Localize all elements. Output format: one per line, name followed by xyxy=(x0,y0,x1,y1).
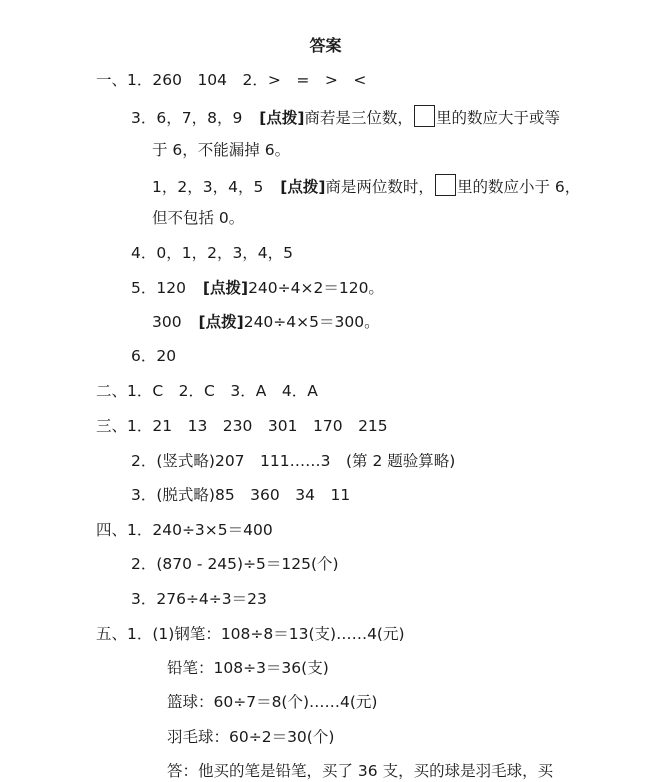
hint-label: [点拨] xyxy=(280,178,326,196)
section-5-q1-pencil: 铅笔：108÷3＝36(支) xyxy=(167,659,329,677)
section-1-q5-answer-2 xyxy=(152,311,380,333)
section-1-q1-q2: 一、1．260 104 2．> = > < xyxy=(96,71,367,89)
section-2: 二、1．C 2．C 3．A 4．A xyxy=(96,382,318,400)
section-5-q1-basketball: 篮球：60÷7＝8(个)……4(元) xyxy=(167,693,378,711)
section-4-q2: 2．(870 - 245)÷5＝125(个) xyxy=(131,555,339,573)
section-3-q1: 三、1．21 13 230 301 170 215 xyxy=(96,417,388,435)
section-1-q3-hint-1-cont: 于 6，不能漏掉 6。 xyxy=(152,141,291,159)
answer-text: 3．6，7，8，9 xyxy=(131,109,243,127)
answer-text: 1，2，3，4，5 xyxy=(152,178,264,196)
section-3-q3: 3．(脱式略)85 360 34 11 xyxy=(131,486,351,504)
section-5-q1-pen: 五、1．(1)钢笔：108÷8＝13(支)……4(元) xyxy=(96,625,405,643)
blank-box-icon xyxy=(414,105,435,127)
section-4-q1: 四、1．240÷3×5＝400 xyxy=(96,521,273,539)
page-title: 答案 xyxy=(309,36,342,55)
answer-text: 5．120 xyxy=(131,279,186,297)
hint-text: 240÷4×2＝120。 xyxy=(248,279,384,297)
section-1-q6: 6．20 xyxy=(131,347,177,365)
section-4-q3: 3．276÷4÷3＝23 xyxy=(131,590,267,608)
section-1-q3-hint-2-cont: 但不包括 0。 xyxy=(152,209,245,227)
section-1-q4: 4．0，1，2，3，4，5 xyxy=(131,244,294,262)
hint-text: 240÷4×5＝300。 xyxy=(243,313,380,331)
section-5-q1-answer: 答：他买的笔是铅笔，买了 36 支，买的球是羽毛球，买 xyxy=(167,762,554,780)
section-3-q2: 2．(竖式略)207 111……3 (第 2 题验算略) xyxy=(131,452,456,470)
section-5-q1-badminton: 羽毛球：60÷2＝30(个) xyxy=(167,728,335,746)
hint-label: [点拨] xyxy=(202,279,249,297)
blank-box-icon xyxy=(435,174,456,196)
section-1-q5-answer-1 xyxy=(131,277,384,299)
section-1-q3-answer-1 xyxy=(131,105,560,129)
hint-text: 里的数应小于 6， xyxy=(456,178,581,196)
section-1-q3-answer-2 xyxy=(152,174,580,198)
answer-text: 300 xyxy=(152,313,182,331)
hint-label: [点拨] xyxy=(259,109,305,127)
hint-text: 里的数应大于或等 xyxy=(435,109,560,127)
hint-text: 商是两位数时， xyxy=(325,178,434,196)
hint-label: [点拨] xyxy=(198,313,244,331)
hint-text: 商若是三位数， xyxy=(304,109,413,127)
